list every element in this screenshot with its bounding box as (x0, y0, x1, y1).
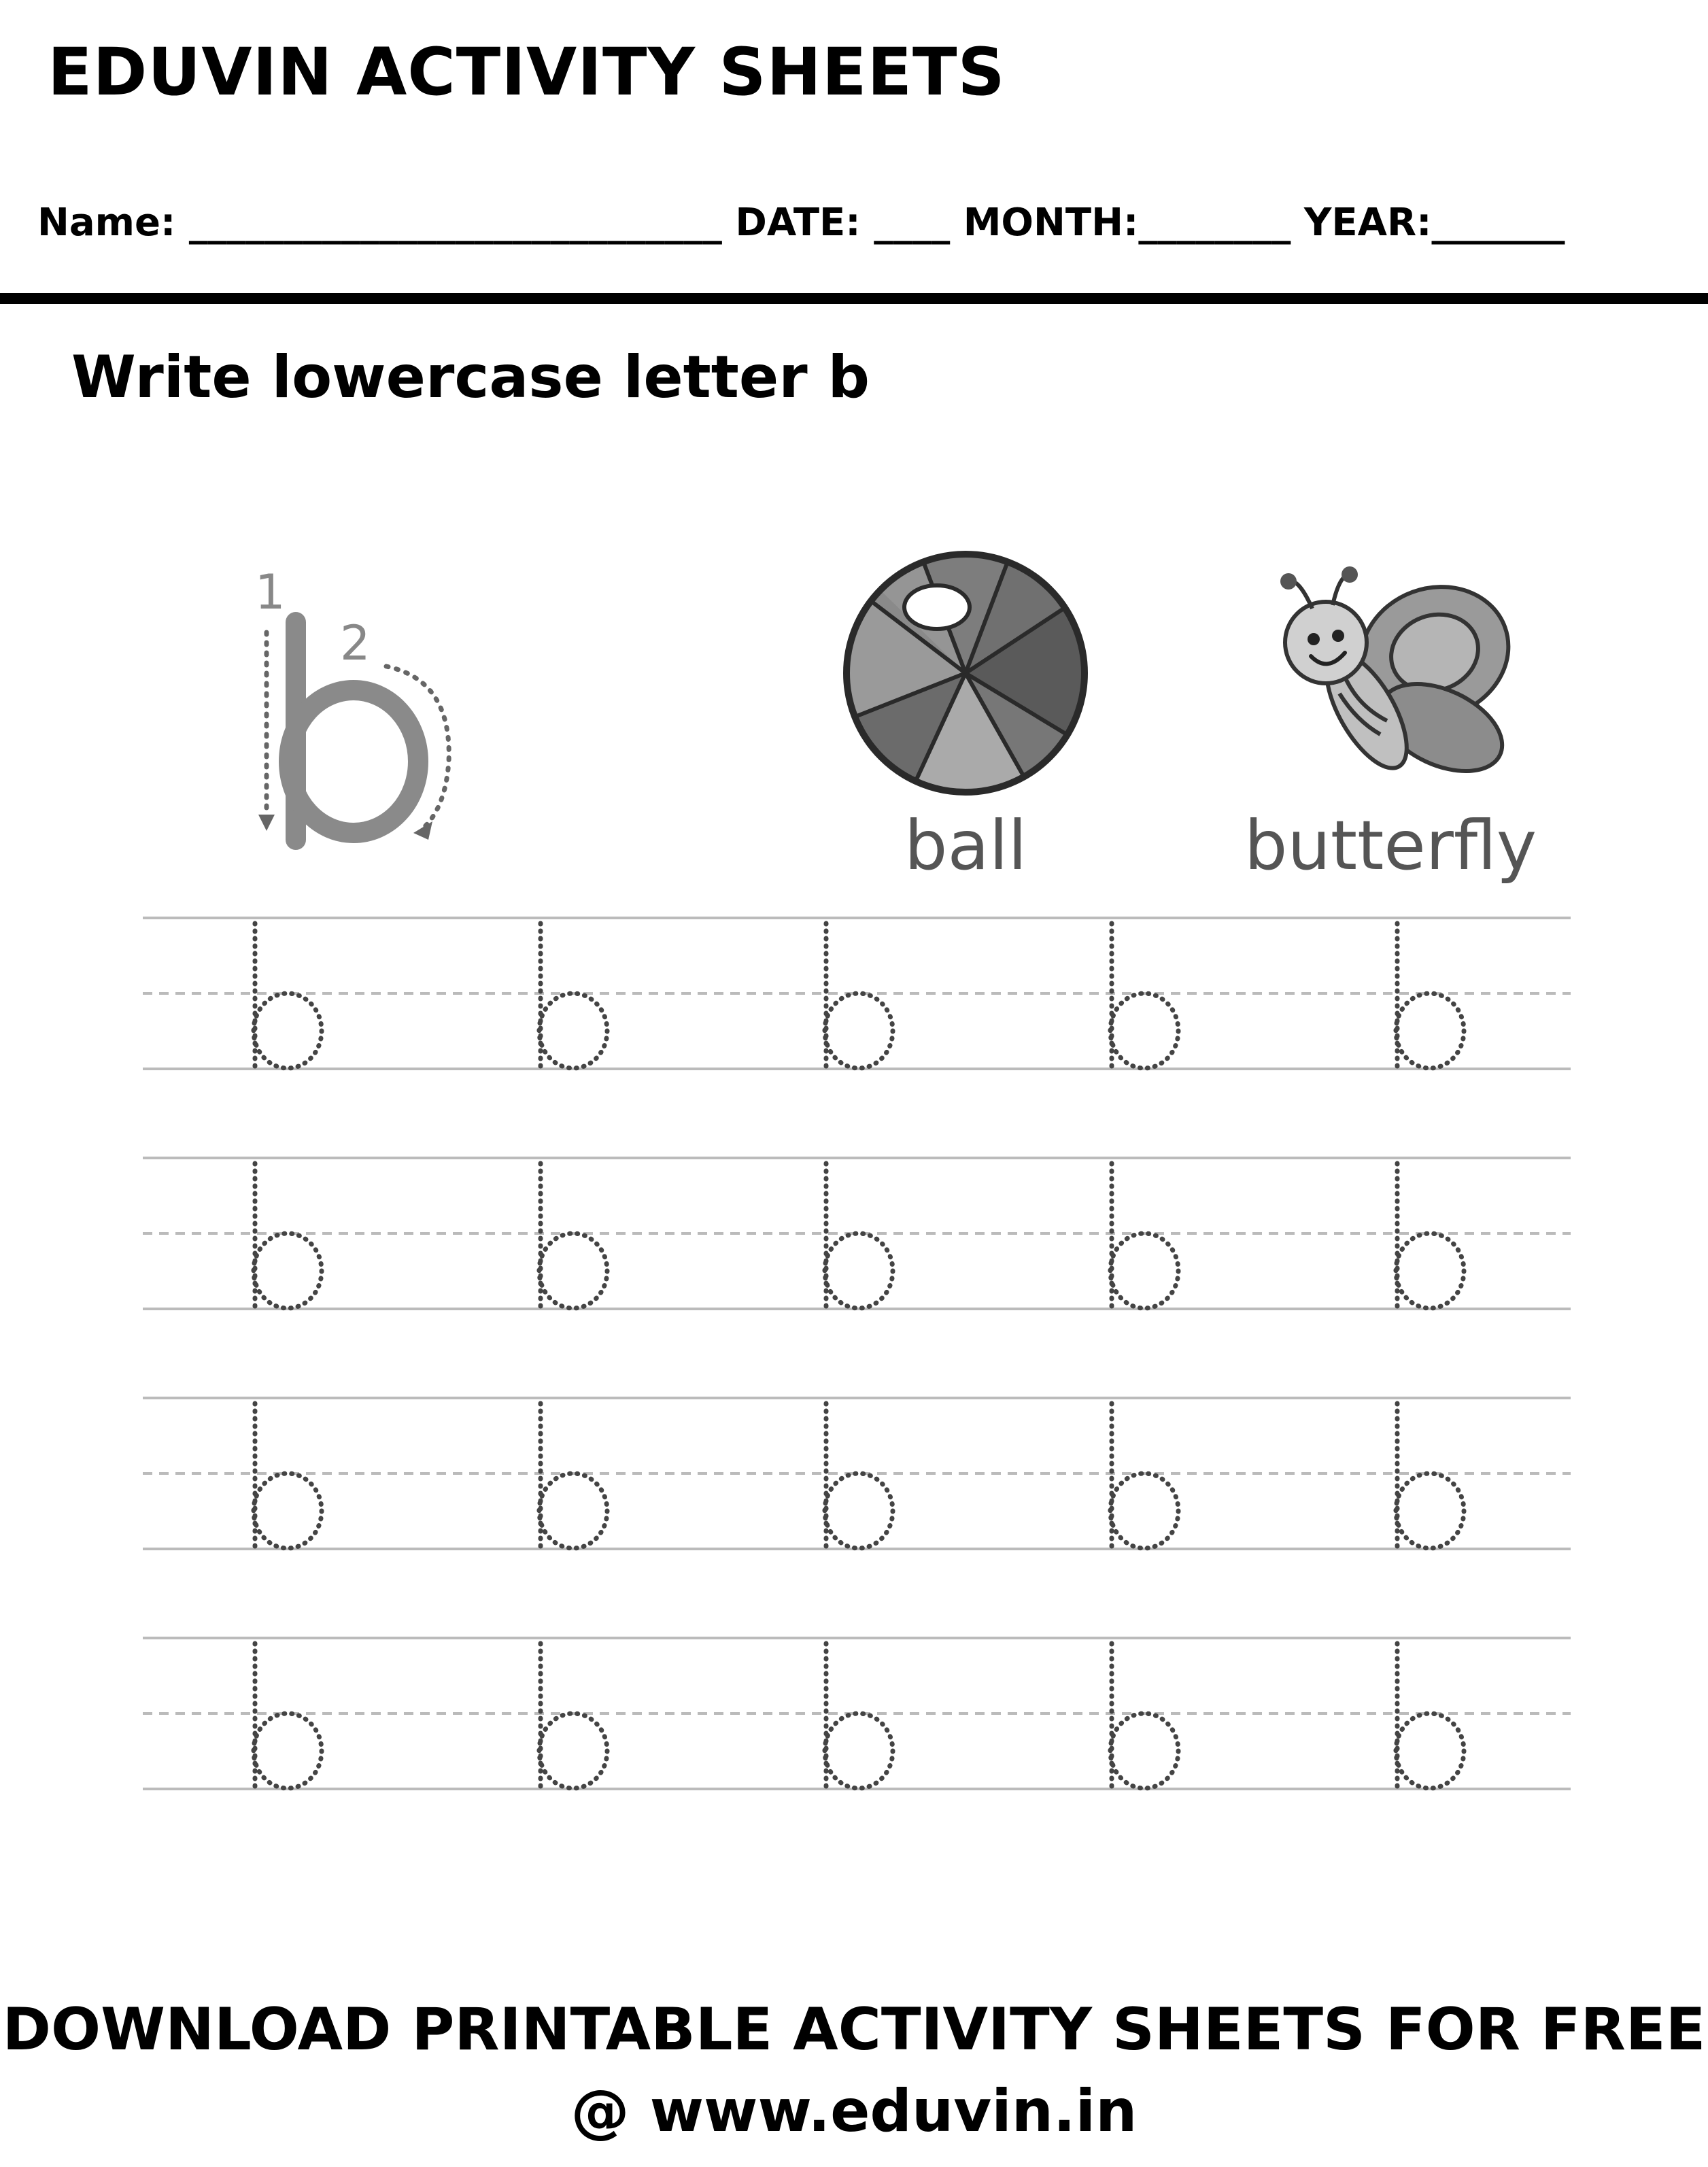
trace-letter-b[interactable] (254, 1643, 322, 1788)
trace-letter-b[interactable] (254, 1403, 322, 1548)
trace-letter-b[interactable] (1110, 1403, 1178, 1548)
trace-letter-b[interactable] (1110, 1163, 1178, 1308)
word-ball: ball (904, 806, 1027, 885)
trace-letter-b[interactable] (1396, 1643, 1464, 1788)
trace-letter-b[interactable] (1110, 923, 1178, 1068)
trace-letter-b[interactable] (825, 923, 893, 1068)
header-divider (0, 293, 1708, 304)
stroke-2-arrowhead (413, 821, 432, 840)
stroke-number-2: 2 (340, 615, 371, 671)
trace-letter-b[interactable] (254, 1163, 322, 1308)
trace-letter-b[interactable] (1396, 1163, 1464, 1308)
ball-icon (836, 547, 1095, 806)
trace-letter-b[interactable] (539, 1403, 607, 1548)
footer-website: @ www.eduvin.in (570, 2077, 1138, 2145)
trace-letter-b[interactable] (1396, 1403, 1464, 1548)
stroke-number-1: 1 (255, 564, 286, 620)
letter-b-stroke-guide (231, 564, 476, 864)
student-info-fields: Name: ____________________________ DATE: ____ MONTH:________ YEAR:_______ (37, 201, 1565, 245)
butterfly-icon (1265, 564, 1523, 796)
word-butterfly: butterfly (1244, 806, 1537, 885)
tracing-practice-area (136, 898, 1591, 1809)
sheet-title: EDUVIN ACTIVITY SHEETS (48, 34, 1006, 110)
letter-b-bowl (289, 690, 418, 833)
instruction-text: Write lowercase letter b (71, 343, 870, 411)
trace-letter-b[interactable] (825, 1163, 893, 1308)
stroke-1-arrowhead (258, 815, 275, 831)
trace-letter-b[interactable] (539, 1643, 607, 1788)
trace-letter-b[interactable] (1396, 923, 1464, 1068)
footer-download-text: DOWNLOAD PRINTABLE ACTIVITY SHEETS FOR FREE (2, 1996, 1706, 2064)
trace-letter-b[interactable] (1110, 1643, 1178, 1788)
trace-letter-b[interactable] (254, 923, 322, 1068)
trace-letter-b[interactable] (539, 923, 607, 1068)
trace-letter-b[interactable] (825, 1643, 893, 1788)
trace-letter-b[interactable] (539, 1163, 607, 1308)
trace-letter-b[interactable] (825, 1403, 893, 1548)
